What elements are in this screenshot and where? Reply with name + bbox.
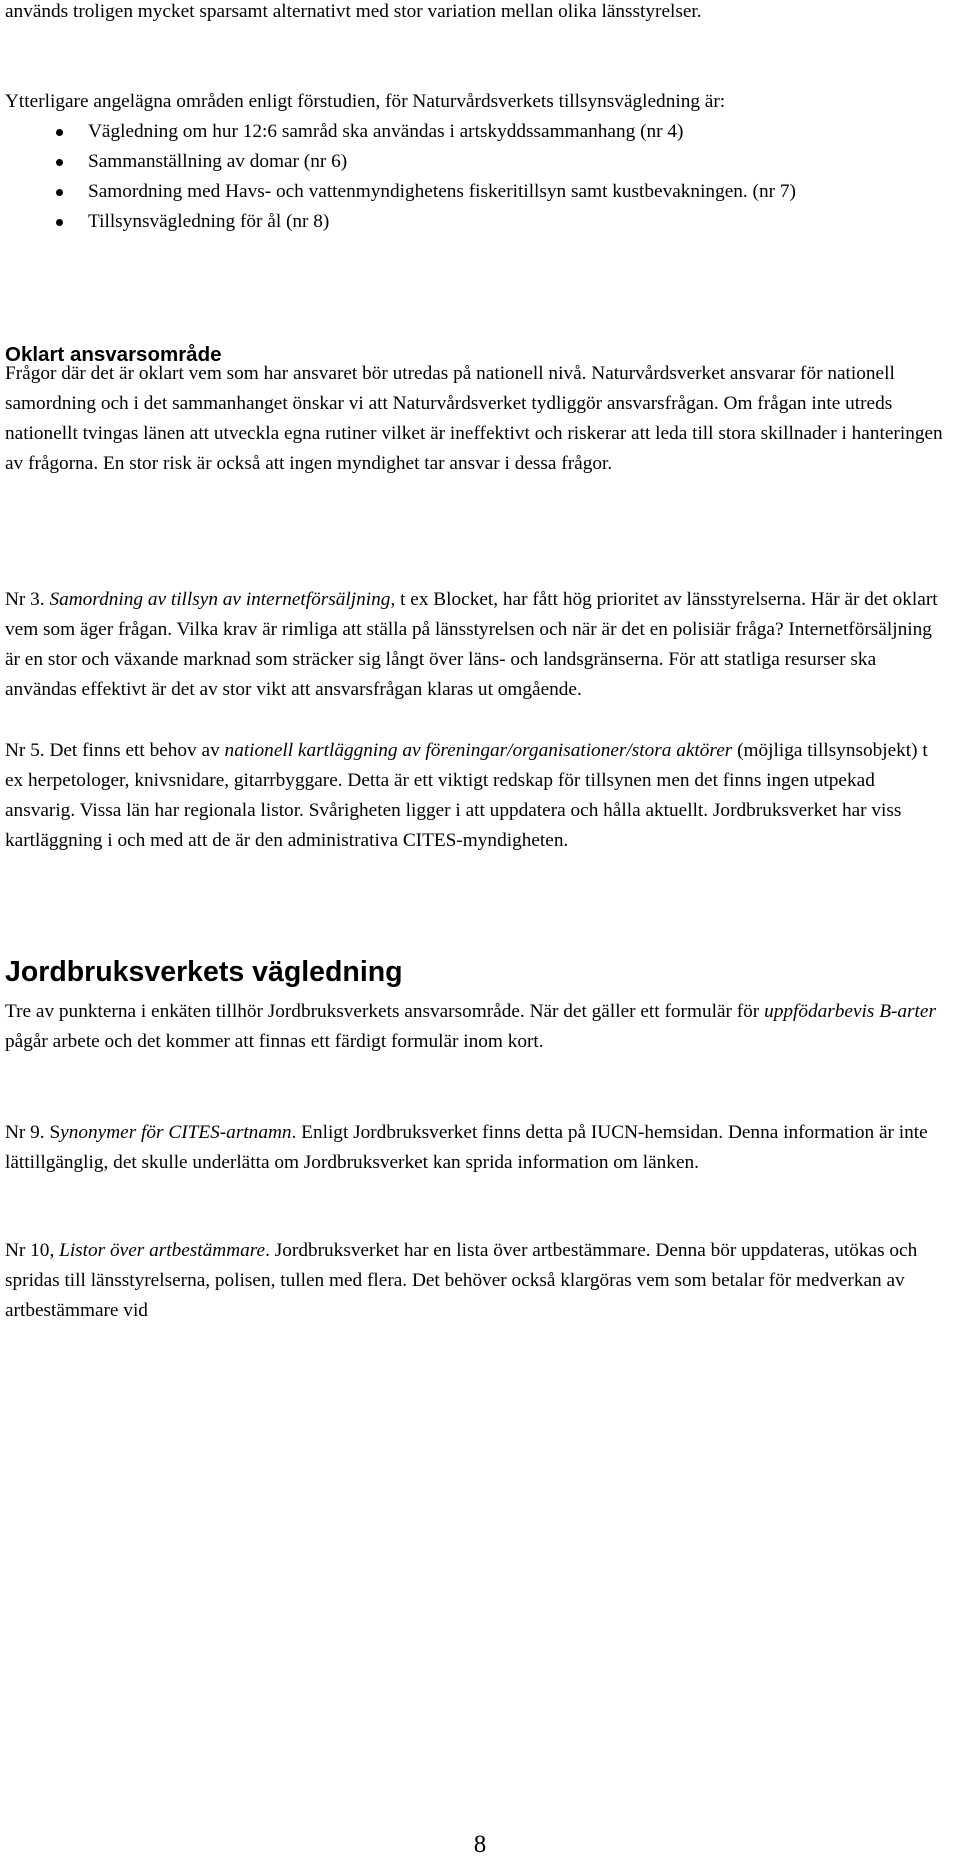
- nr9-paragraph: Nr 9. Synonymer för CITES-artnamn. Enligt Jordbruksverket finns detta på IUCN-hemsidan. Denna information är inte lättillgänglig, det skulle underlätta om Jordbruksverket kan sprida information om länken.: [5, 1122, 928, 1173]
- section-heading-unclear: Oklart ansvarsområde: [5, 343, 222, 366]
- further-lead: Ytterligare angelägna områden enligt förstudien, för Naturvårdsverkets tillsynsvägledning är:: [5, 91, 726, 112]
- list-item: Samordning med Havs- och vattenmyndighetens fiskeritillsyn samt kustbevakningen. (nr 7): [5, 177, 945, 207]
- list-item: Sammanställning av domar (nr 6): [5, 147, 945, 177]
- list-item: Vägledning om hur 12:6 samråd ska användas i artskyddssammanhang (nr 4): [5, 117, 945, 147]
- bullet-icon: [56, 189, 63, 196]
- further-list: [5, 117, 945, 237]
- bullet-icon: [56, 159, 63, 166]
- nr3-paragraph: Nr 3. Samordning av tillsyn av internetförsäljning, t ex Blocket, har fått hög prioritet av länsstyrelserna. Här är det oklart vem som äger frågan. Vilka krav är rimliga att ställa på länsstyrelsen och när är det en polisiär fråga? Internetförsäljning är en stor och växande marknad som sträcker sig långt över läns- och landsgränserna. För att statliga resurser ska användas effektivt är det av stor vikt att ansvarsfrågan klaras ut omgående.: [5, 589, 938, 700]
- bullet-icon: [56, 129, 63, 136]
- intro-paragraph: används troligen mycket sparsamt alternativt med stor variation mellan olika länsstyrelser.: [5, 1, 702, 22]
- section-heading-jordbruk: Jordbruksverkets vägledning: [5, 956, 403, 988]
- nr5-paragraph: Nr 5. Det finns ett behov av nationell kartläggning av föreningar/organisationer/stora aktörer (möjliga tillsynsobjekt) t ex herpetologer, knivsnidare, gitarrbyggare. Detta är ett viktigt redskap för tillsynen men det finns ingen utpekad ansvarig. Vissa län har regionala listor. Svårigheten ligger i att uppdatera och hålla aktuellt. Jordbruksverket har viss kartläggning i och med att de är den administrativa CITES-myndigheten.: [5, 740, 928, 851]
- bullet-icon: [56, 219, 63, 226]
- page-number: 8: [473, 1831, 487, 1858]
- further-section: [5, 87, 945, 237]
- list-item: Tillsynsvägledning för ål (nr 8): [5, 207, 945, 237]
- jordbruk-intro-paragraph: Tre av punkterna i enkäten tillhör Jordbruksverkets ansvarsområde. När det gäller ett formulär för uppfödarbevis B-arter pågår arbete och det kommer att finnas ett färdigt formulär inom kort.: [5, 1001, 936, 1052]
- nr10-paragraph: Nr 10, Listor över artbestämmare. Jordbruksverket har en lista över artbestämmare. Denna bör uppdateras, utökas och spridas till länsstyrelserna, polisen, tullen med flera. Det behöver också klargöras vem som betalar för medverkan av artbestämmare vid: [5, 1240, 918, 1321]
- unclear-paragraph: Frågor där det är oklart vem som har ansvaret bör utredas på nationell nivå. Naturvårdsverket ansvarar för nationell samordning och i det sammanhanget önskar vi att Naturvårdsverket tydliggör ansvarsfrågan. Om frågan inte utreds nationellt tvingas länen att utveckla egna rutiner vilket är ineffektivt och riskerar att leda till stora skillnader i hanteringen av frågorna. En stor risk är också att ingen myndighet tar ansvar i dessa frågor.: [5, 363, 943, 474]
